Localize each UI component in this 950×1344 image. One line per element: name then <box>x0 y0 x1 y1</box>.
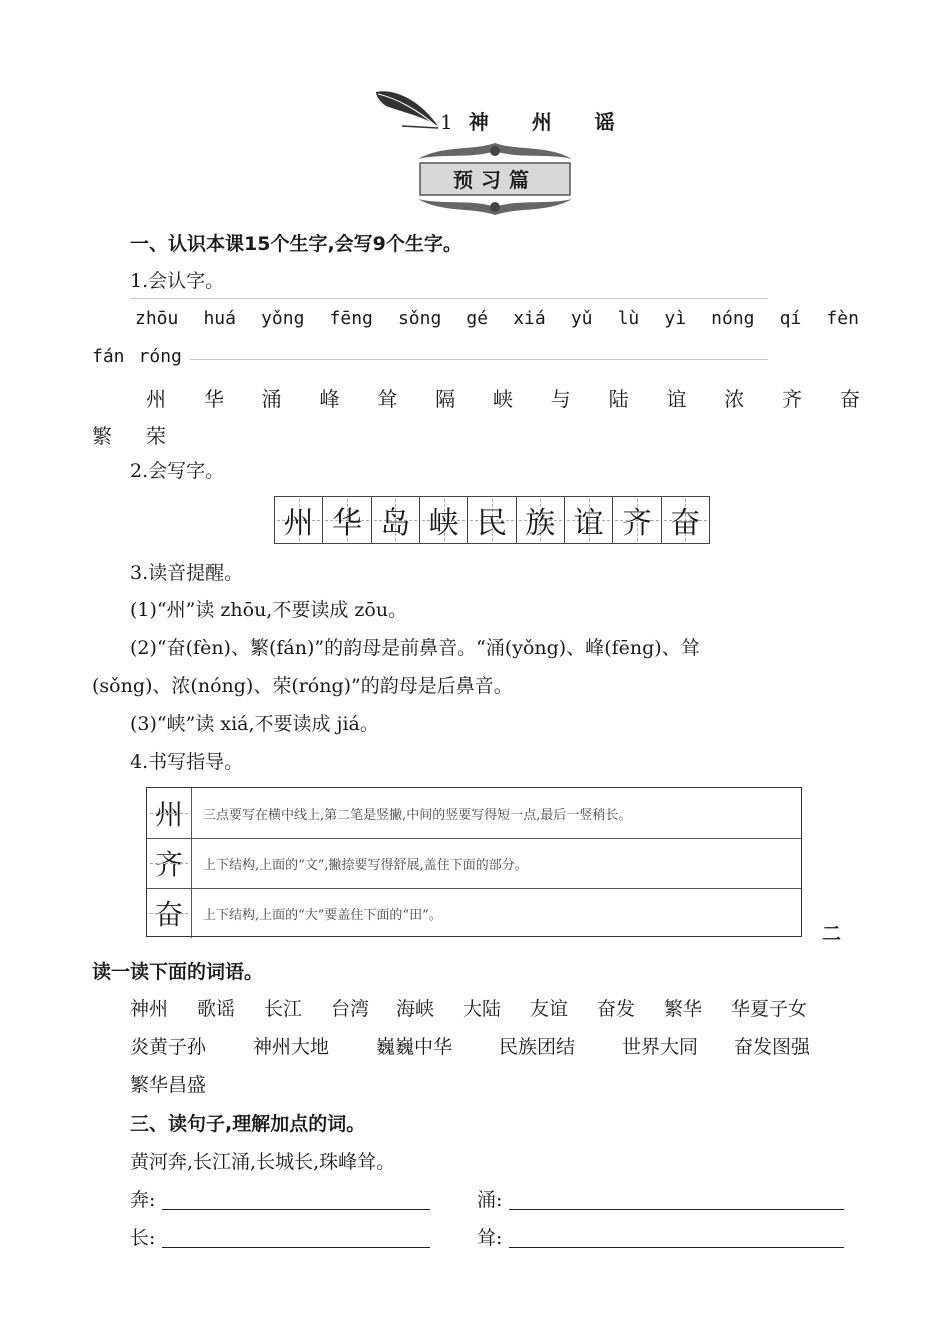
pinyin-row <box>135 308 859 329</box>
grid-cell: 岛 <box>372 497 420 543</box>
pinyin: fán <box>92 346 125 367</box>
writing-guide-table <box>146 787 802 937</box>
word: 长江 <box>264 998 303 1020</box>
pinyin: fèn <box>826 308 859 329</box>
answer-blank-yong[interactable] <box>509 1209 844 1210</box>
section-banner-label: 预习篇 <box>453 168 537 192</box>
hanzi: 齐 <box>782 387 803 411</box>
word: 世界大同 <box>622 1036 699 1058</box>
word: 歌谣 <box>197 998 236 1020</box>
tip-2-cont: (sǒng)、浓(nóng)、荣(róng)”的韵母是后鼻音。 <box>92 675 513 697</box>
pinyin: yǔ <box>570 308 593 329</box>
tip-3: (3)“峡”读 xiá,不要读成 jiá。 <box>130 713 379 735</box>
guide-row <box>147 788 801 839</box>
sub-heading-recognize: 1.会认字。 <box>130 270 225 292</box>
word: 华夏子女 <box>731 998 808 1020</box>
word: 海峡 <box>396 998 435 1020</box>
hanzi: 荣 <box>146 424 166 448</box>
pinyin: sǒng <box>397 308 442 329</box>
pinyin: róng <box>138 346 182 367</box>
pinyin: nóng <box>711 308 755 329</box>
guide-char: 州 <box>147 788 192 838</box>
lesson-title <box>440 106 633 135</box>
hanzi: 隔 <box>435 387 456 411</box>
hanzi: 州 <box>146 387 166 411</box>
grid-cell: 华 <box>323 497 371 543</box>
blank-label-yong: 涌: <box>477 1189 503 1211</box>
tip-2: (2)“奋(fèn)、繁(fán)”的韵母是前鼻音。“涌(yǒng)、峰(fēng)、耸 <box>130 637 700 659</box>
guide-char: 奋 <box>147 888 192 938</box>
word: 繁华 <box>664 998 703 1020</box>
lesson-title-text: 神 州 谣 <box>468 110 633 134</box>
part3-heading: 三、读句子,理解加点的词。 <box>130 1113 366 1135</box>
pinyin: gé <box>466 308 489 329</box>
sub-heading-write: 2.会写字。 <box>130 460 225 482</box>
word-row <box>130 1035 810 1059</box>
part1-heading: 一、认识本课15个生字,会写9个生字。 <box>130 233 462 255</box>
pinyin: lù <box>617 308 640 329</box>
lesson-number: 1 <box>440 110 455 134</box>
sentence: 黄河奔,长江涌,长城长,珠峰耸。 <box>130 1151 396 1173</box>
word: 友谊 <box>530 998 569 1020</box>
hanzi: 繁 <box>92 424 112 448</box>
word: 奋发图强 <box>734 1036 811 1058</box>
hanzi: 峡 <box>492 387 513 411</box>
word: 神州 <box>130 998 169 1020</box>
answer-blank-song[interactable] <box>509 1247 844 1248</box>
pinyin-row-2 <box>92 346 182 367</box>
guide-text: 三点要写在横中线上,第二笔是竖撇,中间的竖要写得短一点,最后一竖稍长。 <box>203 808 632 823</box>
guide-text: 上下结构,上面的“文”,撇捺要写得舒展,盖住下面的部分。 <box>203 858 528 873</box>
pinyin: huá <box>203 308 236 329</box>
word-row <box>130 997 807 1021</box>
word: 神州大地 <box>253 1036 330 1058</box>
hanzi: 奋 <box>839 387 860 411</box>
pinyin: yǒng <box>261 308 305 329</box>
pinyin: xiá <box>513 308 546 329</box>
writing-grid <box>274 496 710 544</box>
blank-label-song: 耸: <box>477 1227 503 1249</box>
word: 台湾 <box>331 998 370 1020</box>
grid-cell: 齐 <box>613 497 661 543</box>
pinyin: fēng <box>329 308 373 329</box>
word: 巍巍中华 <box>376 1036 453 1058</box>
hanzi-row <box>146 383 860 412</box>
word: 民族团结 <box>499 1036 576 1058</box>
pinyin-guideline <box>130 298 768 299</box>
hanzi: 华 <box>203 387 224 411</box>
pinyin: qí <box>779 308 802 329</box>
part2-heading: 读一读下面的词语。 <box>92 961 264 983</box>
hanzi: 谊 <box>666 387 687 411</box>
blank-label-chang: 长: <box>130 1227 156 1249</box>
guide-char: 齐 <box>147 838 192 888</box>
hanzi: 峰 <box>319 387 340 411</box>
word-row <box>130 1073 206 1097</box>
hanzi: 与 <box>550 387 571 411</box>
part2-heading-start: 二 <box>822 923 842 945</box>
sub-heading-guide: 4.书写指导。 <box>130 751 244 773</box>
answer-blank-ben[interactable] <box>162 1209 430 1210</box>
grid-cell: 奋 <box>662 497 709 543</box>
grid-cell: 峡 <box>420 497 468 543</box>
blank-label-ben: 奔: <box>130 1189 156 1211</box>
pinyin: zhōu <box>135 308 179 329</box>
hanzi: 陆 <box>608 387 629 411</box>
quill-feather-icon <box>372 86 442 132</box>
word: 繁华昌盛 <box>130 1074 207 1096</box>
guide-row <box>147 838 801 889</box>
grid-cell: 族 <box>517 497 565 543</box>
hanzi-row-2 <box>92 420 166 449</box>
hanzi: 涌 <box>261 387 282 411</box>
sub-heading-pronunciation: 3.读音提醒。 <box>130 562 244 584</box>
hanzi: 浓 <box>724 387 745 411</box>
tip-1: (1)“州”读 zhōu,不要读成 zōu。 <box>130 599 408 621</box>
guide-row <box>147 888 801 938</box>
word: 奋发 <box>597 998 636 1020</box>
grid-cell: 谊 <box>565 497 613 543</box>
word: 大陆 <box>463 998 502 1020</box>
answer-blank-chang[interactable] <box>162 1247 430 1248</box>
pinyin-guideline <box>190 359 768 360</box>
grid-cell: 州 <box>275 497 323 543</box>
hanzi: 耸 <box>377 387 398 411</box>
grid-cell: 民 <box>468 497 516 543</box>
pinyin: yì <box>664 308 687 329</box>
guide-text: 上下结构,上面的“大”要盖住下面的“田”。 <box>203 908 442 923</box>
word: 炎黄子孙 <box>130 1036 207 1058</box>
